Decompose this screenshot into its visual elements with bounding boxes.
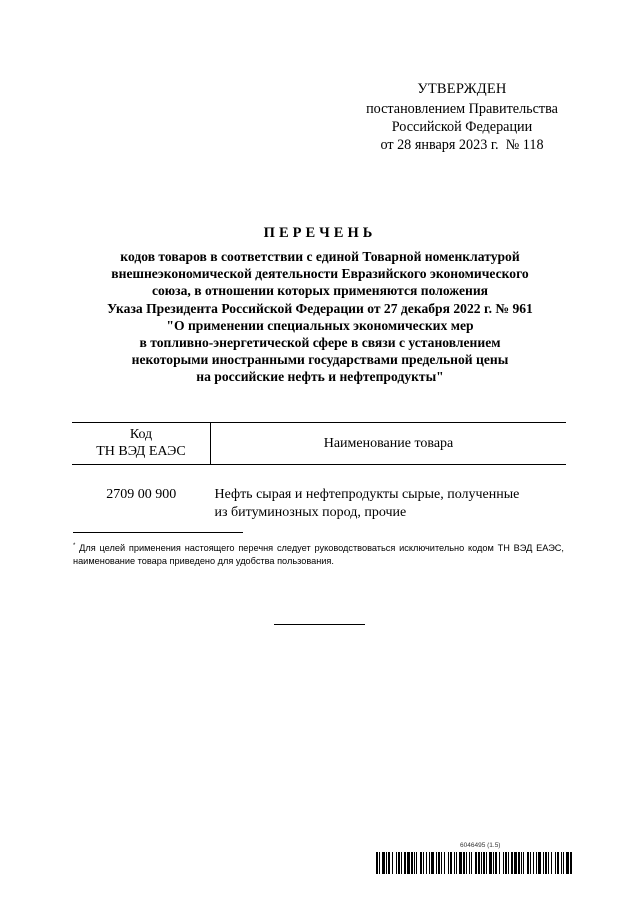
barcode-bar — [414, 852, 415, 874]
cell-name — [211, 465, 567, 524]
barcode-bar — [431, 852, 434, 874]
barcode-bar — [444, 852, 445, 874]
barcode-bar — [495, 852, 497, 874]
barcode-bar — [420, 852, 422, 874]
barcode-bar — [503, 852, 504, 874]
barcode-bar — [466, 852, 467, 874]
footnote-marker: * — [73, 543, 76, 549]
subtitle-line: на российские нефть и нефтепродукты" — [196, 369, 444, 385]
subtitle-line: Указа Президента Российской Федерации от 27 декабря 2022 г. № 961 — [107, 300, 533, 316]
barcode-bar — [486, 852, 487, 874]
footnote — [73, 540, 564, 568]
barcode-bar — [392, 852, 393, 874]
table-header-row — [72, 423, 566, 465]
approval-line-3: от 28 января 2023 г. № 118 — [380, 137, 544, 153]
barcode-bar — [416, 852, 417, 874]
barcode-bar — [454, 852, 455, 874]
end-of-document-rule — [274, 624, 365, 625]
barcode-bar — [511, 852, 513, 874]
barcode-bar — [533, 852, 534, 874]
cell-code: 2709 00 900 — [106, 487, 177, 502]
barcode-bar — [508, 852, 509, 874]
barcode-bar — [548, 852, 549, 874]
barcode-bar — [483, 852, 485, 874]
barcode-bar — [530, 852, 531, 874]
barcode-bar — [463, 852, 465, 874]
barcode-bar — [388, 852, 390, 874]
barcode-bar — [448, 852, 449, 874]
approval-line-2: Российской Федерации — [391, 119, 533, 135]
column-header-code — [72, 423, 211, 465]
approval-block — [330, 80, 594, 154]
barcode-bar — [471, 852, 472, 874]
barcode-bar — [396, 852, 397, 874]
barcode-bar — [398, 852, 400, 874]
cell-name-line1: Нефть сырая и нефтепродукты сырые, полученные — [214, 487, 520, 502]
table-row — [72, 465, 566, 524]
barcode-bar — [499, 852, 500, 874]
approval-stamp-title: УТВЕРЖДЕН — [417, 81, 507, 97]
barcode-bar — [401, 852, 402, 874]
barcode-bar — [523, 852, 524, 874]
barcode-bar — [475, 852, 477, 874]
column-header-code-line2: ТН ВЭД ЕАЭС — [96, 444, 186, 459]
barcode-bar — [469, 852, 470, 874]
barcode-bar — [493, 852, 494, 874]
barcode-bar — [555, 852, 556, 874]
barcode-bar — [436, 852, 437, 874]
barcode-bar — [411, 852, 413, 874]
barcode-bar — [570, 852, 572, 874]
barcode-bar — [456, 852, 457, 874]
column-header-name: Наименование товара — [211, 423, 567, 465]
barcode-bar — [563, 852, 564, 874]
barcode-bar — [551, 852, 552, 874]
barcode-bar — [481, 852, 482, 874]
barcode-bar — [561, 852, 562, 874]
barcode-bar — [450, 852, 452, 874]
document-title: ПЕРЕЧЕНЬ — [263, 225, 377, 241]
cell-name-line2: из битуминозных пород, прочие — [214, 505, 407, 520]
barcode-bar — [382, 852, 385, 874]
barcode-bar — [489, 852, 492, 874]
barcode-bar — [527, 852, 529, 874]
barcode-bar — [478, 852, 480, 874]
barcode-bar — [386, 852, 387, 874]
barcode-bar — [441, 852, 442, 874]
subtitle-line: некоторыми иностранными государствами предельной цены — [131, 352, 509, 368]
document-subtitle — [70, 248, 570, 386]
barcode-icon — [376, 852, 572, 874]
barcode-bar — [426, 852, 427, 874]
subtitle-line: союза, в отношении которых применяются положения — [151, 283, 489, 299]
barcode-bar — [536, 852, 537, 874]
footnote-text: Для целей применения настоящего перечня следует руководствоваться исключительно кодом ТН ВЭД ЕАЭС, наименование товара приведено для удобства пользования. — [73, 543, 564, 566]
barcode-bar — [505, 852, 507, 874]
barcode-bar — [538, 852, 541, 874]
subtitle-line: кодов товаров в соответствии с единой Товарной номенклатурой — [120, 249, 520, 264]
barcode-bar — [404, 852, 406, 874]
column-header-code-line1: Код — [129, 427, 153, 442]
barcode-bar — [543, 852, 544, 874]
footnote-separator — [73, 532, 243, 533]
barcode-bar — [376, 852, 378, 874]
subtitle-line: "О применении специальных экономических мер — [166, 317, 474, 333]
barcode-bar — [407, 852, 410, 874]
barcode-id-label: 6046495 (1.5) — [460, 842, 501, 849]
barcode-bar — [514, 852, 517, 874]
barcode-bar — [545, 852, 547, 874]
goods-code-table — [72, 422, 566, 523]
barcode-bar — [423, 852, 424, 874]
barcode-bar — [438, 852, 440, 874]
subtitle-line: в топливно-энергетической сфере в связи с установлением — [139, 335, 501, 351]
barcode-bar — [379, 852, 380, 874]
approval-line-1: постановлением Правительства — [366, 101, 558, 117]
barcode-bar — [459, 852, 462, 874]
barcode-bar — [429, 852, 430, 874]
subtitle-line: внешнеэкономической деятельности Евразийского экономического — [111, 266, 529, 282]
barcode-bar — [557, 852, 559, 874]
barcode-bar — [521, 852, 522, 874]
barcode-bar — [566, 852, 569, 874]
barcode-bar — [518, 852, 520, 874]
